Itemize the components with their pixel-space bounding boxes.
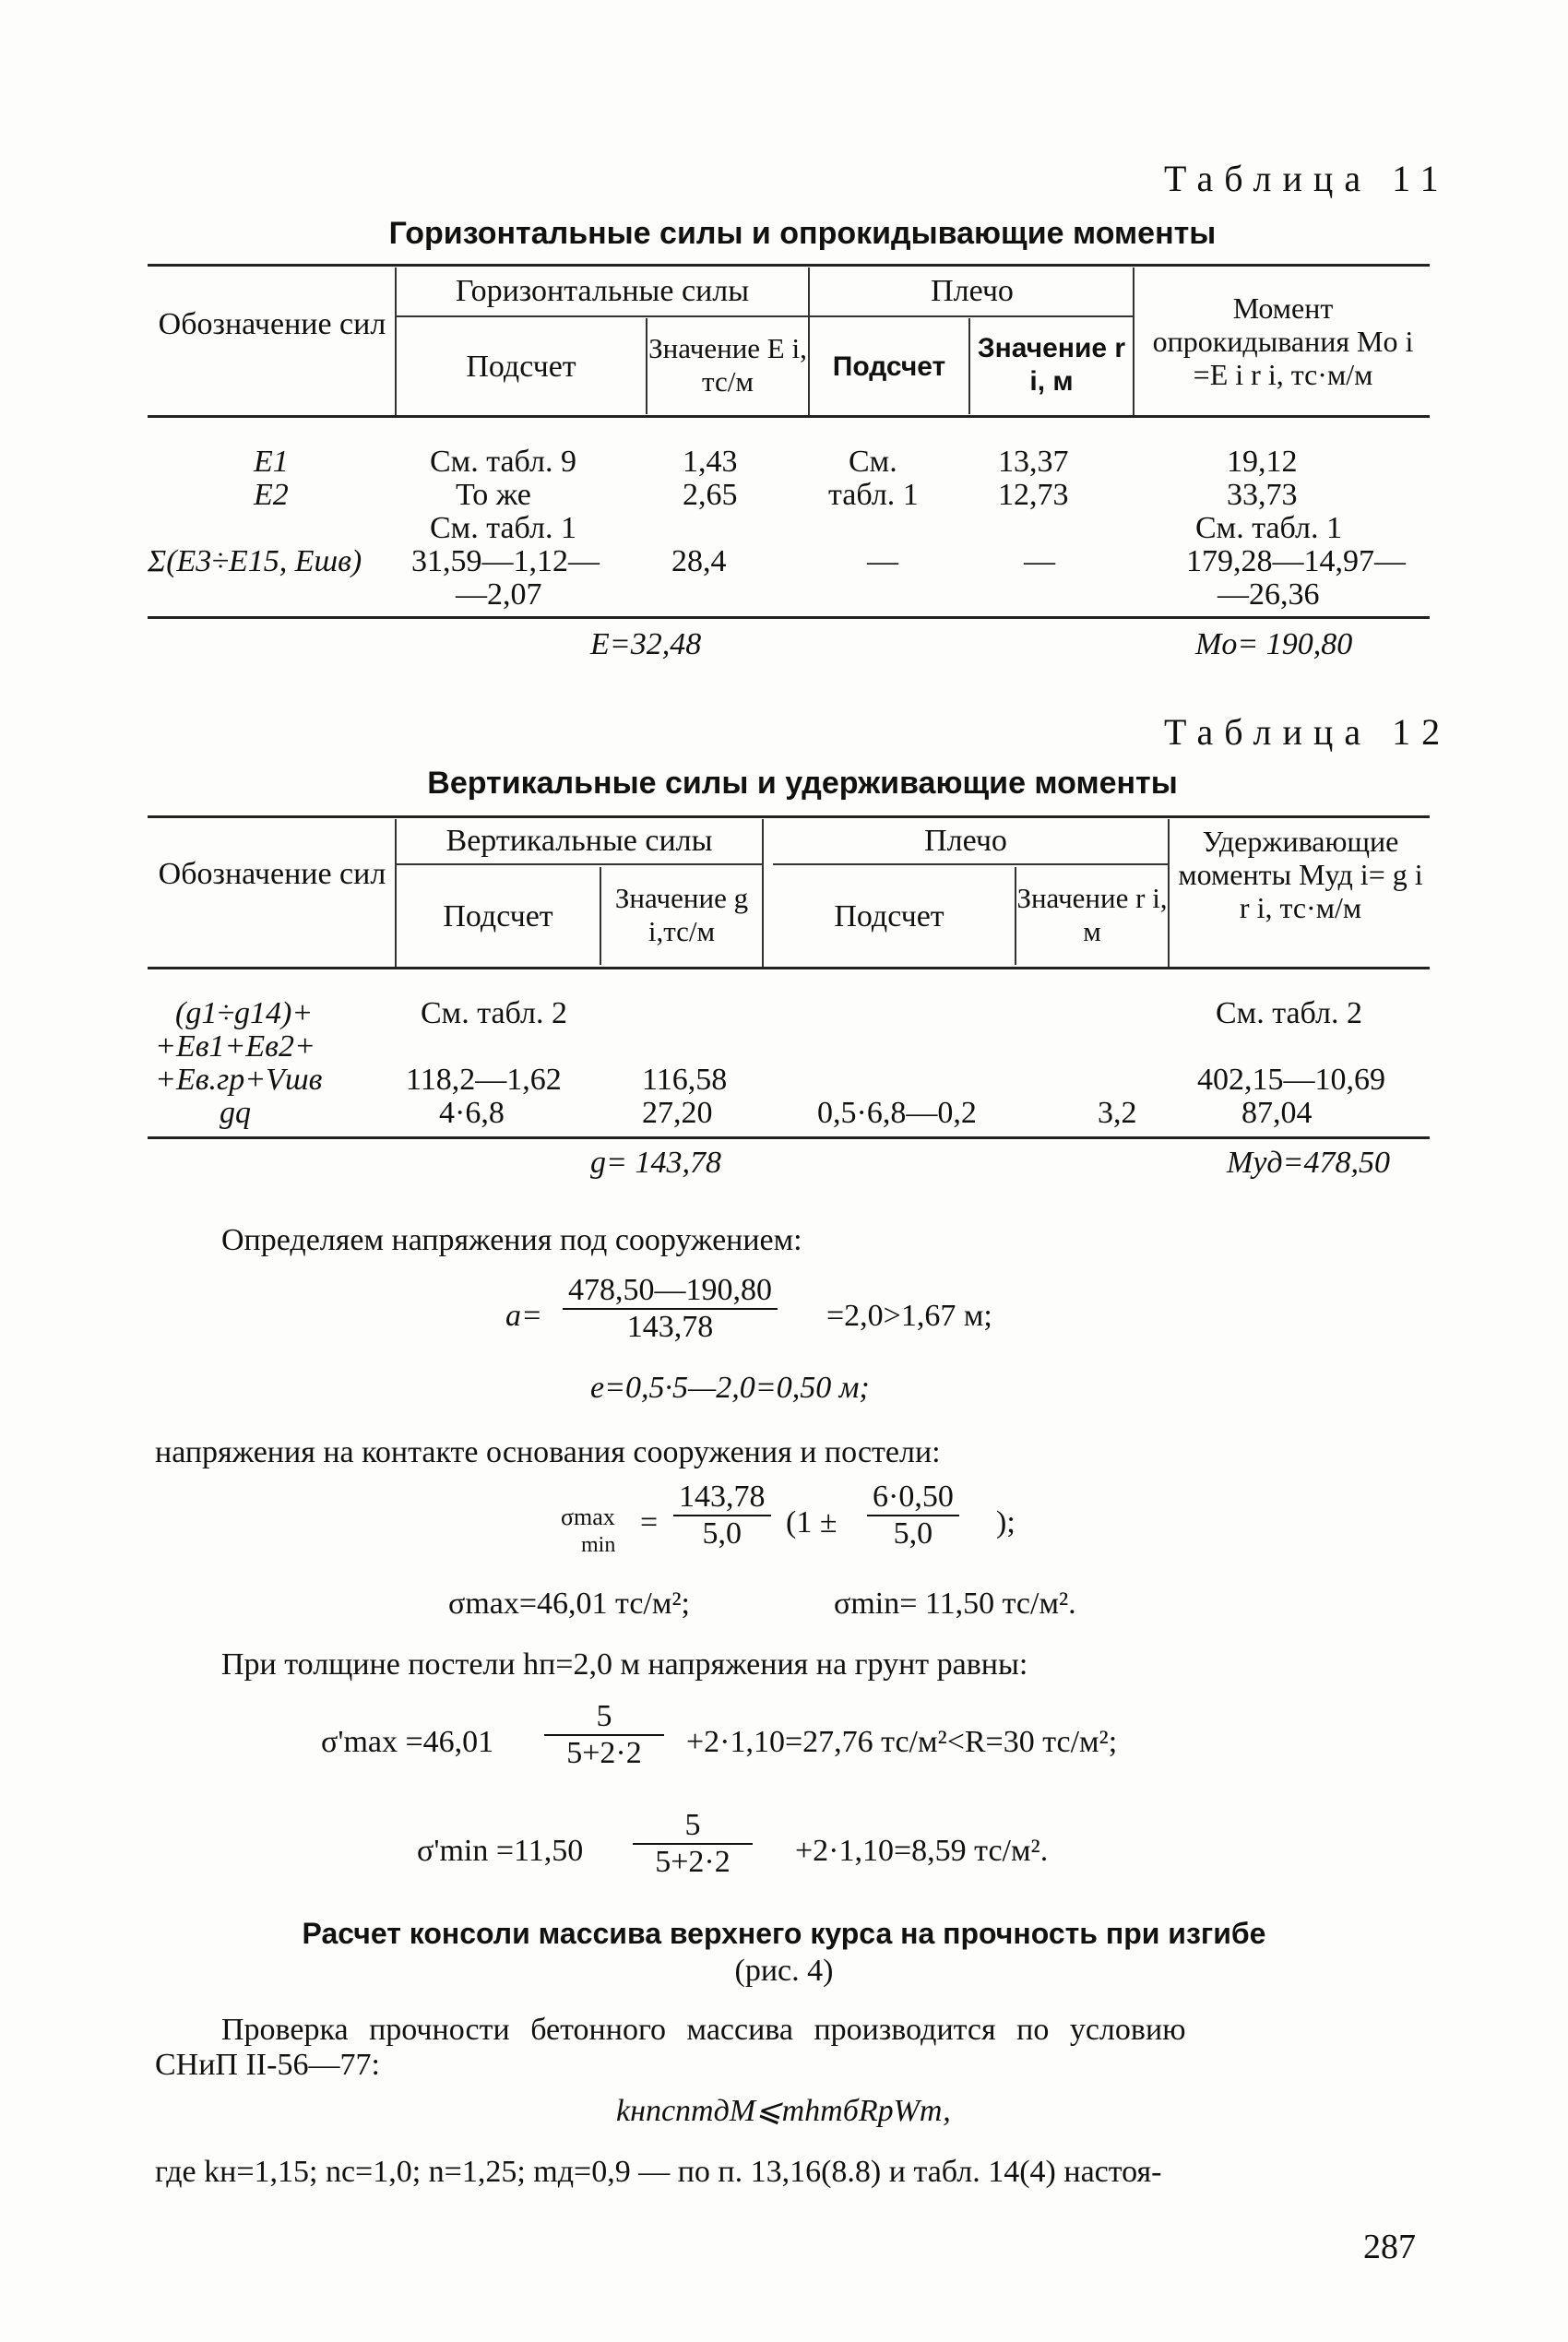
header-arm-calc: Подсчет	[834, 899, 944, 933]
row-value: 1,43	[683, 445, 738, 479]
row-moment: См. табл. 1	[1195, 511, 1342, 545]
row-arm-calc: 0,5·6,8—0,2	[817, 1096, 977, 1130]
table12-label: Таблица 12	[1164, 711, 1452, 753]
row-arm-calc: табл. 1	[828, 478, 919, 512]
header-moment: Удерживающие моменты Mуд i= g i r i, тс·м/м	[1178, 825, 1423, 924]
row-moment: —26,36	[1218, 577, 1320, 612]
row-calc: 118,2—1,62	[406, 1063, 562, 1097]
row-calc: 4·6,8	[439, 1096, 505, 1130]
row-value: 27,20	[642, 1096, 713, 1130]
header-arm-value: Значение r i, м	[977, 333, 1126, 397]
total-g: g= 143,78	[590, 1146, 721, 1180]
header-horizontal-forces: Горизонтальные силы	[455, 274, 750, 308]
row-name: Σ(E3÷E15, Eшв)	[148, 544, 362, 578]
total-moment: Mo= 190,80	[1195, 627, 1353, 661]
row-arm-value: —	[1024, 544, 1055, 578]
row-calc: —2,07	[456, 577, 542, 612]
total-moment: Mуд=478,50	[1227, 1146, 1390, 1180]
header-arm-value: Значение r i, м	[1016, 882, 1168, 947]
page: Таблица 11 Горизонтальные силы и опрокидывающие моменты Обозначение сил Горизонтальные силы Подсчет Значение E i, тс/м Плечо Подсчет Значение r i, м Момент опрокидывания Mo i =E i r i, тс·м/м E1 См. табл. 9 1,43 См. 13,37 19,12 E2 То же 2,65 табл. 1 12,73 33,73 См. табл. 1 См. табл. 1 Σ(E3÷E15, Eшв) 31,59—1,12— 28,4 — — 179,28—14,97— —2,07 —26,36 E=32,48 Mo= 190,80 Таблица 12 Вертикальные силы и удерживающие моменты Обозначение сил Вертикальные силы Подсчет Значение g i,тс/м Плечо Подсчет Значение r i, м Удерживающие моменты Mуд i= g i r i, тс·м/м (g1÷g14)+ См. табл. 2 См. табл. 2 +Eв1+Eв2+ +Eв.гр+Vшв 118,2—1,62 116,58 402,15—10,69 gq 4·6,8 27,20 0,5·6,8—0,2 3,2 87,04 g= 143,78 Mуд=478,50 Определяем напряжения под сооружением: a= $\frac{478,50—190,80}{143,78}$ =2,0>1,67 м; e=0,5·5—2,0=0,50 м; напряжения на контакте основания сооружения и постели: σmax min = $\frac{143,78}{5,0}$ (1 ± $\frac{6\cdot 0,50}{5,0}$ ); σmax=46,01 тс/м²; σmin= 11,50 тс/м². При толщине постели hп=2,0 м напряжения на грунт равны: σ'max =46,01 $\frac{5}{5+2\cdot 2}$ +2·1,10=27,76 тс/м²<R=30 тс/м²; σ'min =11,50 $\frac{5}{5+2\cdot 2}$ +2·1,10=8,59 тс/м². Расчет консоли массива верхнего курса на прочность при изгибе (рис. 4) Проверка прочности бетонного массива производится по условию СНиП II-56—77: kнnсnmдM⩽mhmбRрWт, где kн=1,15; nс=1,0; n=1,25; mд=0,9 — по п. 13,16(8.8) и табл. 14(4) настоя- 287	[0, 0, 1568, 2342]
header-calc: Подсчет	[443, 899, 553, 933]
row-calc: См. табл. 2	[421, 996, 567, 1030]
header-designation: Обозначение сил	[158, 857, 386, 891]
header-vertical-forces: Вертикальные силы	[445, 824, 713, 858]
row-moment: 402,15—10,69	[1197, 1063, 1385, 1097]
header-value-e: Значение E i, тс/м	[648, 332, 807, 398]
row-moment: 33,73	[1227, 478, 1298, 512]
sigma-min-result: σmin= 11,50 тс/м².	[834, 1587, 1076, 1621]
paragraph-1: Определяем напряжения под сооружением:	[221, 1223, 802, 1257]
row-value: 2,65	[683, 478, 738, 512]
sigma-max-result: σmax=46,01 тс/м²;	[448, 1587, 691, 1621]
row-value: 116,58	[642, 1063, 728, 1097]
row-name: E1	[254, 445, 289, 479]
row-arm-value: 3,2	[1098, 1096, 1137, 1130]
header-arm-calc: Подсчет	[832, 351, 946, 382]
page-number: 287	[1363, 2228, 1416, 2266]
row-name: +Eв1+Eв2+	[155, 1029, 315, 1064]
row-name: +Eв.гр+Vшв	[155, 1063, 323, 1097]
row-moment: 179,28—14,97—	[1186, 544, 1406, 578]
header-arm: Плечо	[924, 824, 1007, 858]
row-arm-value: 13,37	[998, 445, 1069, 479]
formula-e: e=0,5·5—2,0=0,50 м;	[590, 1371, 870, 1405]
section-subtitle: (рис. 4)	[734, 1954, 834, 1988]
paragraph-2: напряжения на контакте основания сооружения и постели:	[155, 1435, 941, 1469]
header-moment: Момент опрокидывания Mo i =E i r i, тс·м/м	[1152, 291, 1414, 391]
row-name: (g1÷g14)+	[175, 996, 314, 1030]
header-arm: Плечо	[931, 274, 1014, 308]
row-calc: То же	[456, 478, 531, 512]
strength-condition: kнnсnmдM⩽mhmбRрWт,	[616, 2094, 951, 2128]
table12-title: Вертикальные силы и удерживающие моменты	[427, 766, 1178, 801]
section-title: Расчет консоли массива верхнего курса на прочность при изгибе	[302, 1917, 1266, 1950]
row-name: gq	[220, 1096, 251, 1130]
table11-title: Горизонтальные силы и опрокидывающие моменты	[388, 216, 1217, 251]
row-arm-calc: См.	[849, 445, 897, 479]
header-calc: Подсчет	[466, 350, 576, 384]
row-moment: См. табл. 2	[1216, 996, 1362, 1030]
row-calc: См. табл. 9	[430, 445, 576, 479]
header-value-g: Значение g i,тс/м	[614, 882, 749, 947]
total-e: E=32,48	[590, 627, 702, 661]
table11-label: Таблица 11	[1164, 158, 1450, 199]
row-calc: См. табл. 1	[430, 511, 576, 545]
row-calc: 31,59—1,12—	[411, 544, 600, 578]
row-arm-value: 12,73	[998, 478, 1069, 512]
row-value: 28,4	[671, 544, 727, 578]
paragraph-3: При толщине постели hп=2,0 м напряжения на грунт равны:	[221, 1647, 1028, 1682]
row-moment: 87,04	[1241, 1096, 1313, 1130]
paragraph-4a: Проверка прочности бетонного массива производится по условию	[221, 2013, 1186, 2047]
row-arm-calc: —	[867, 544, 898, 578]
paragraph-5: где kн=1,15; nс=1,0; n=1,25; mд=0,9 — по п. 13,16(8.8) и табл. 14(4) настоя-	[155, 2155, 1162, 2189]
paragraph-4b: СНиП II-56—77:	[155, 2048, 380, 2082]
header-designation: Обозначение сил	[158, 307, 386, 341]
row-moment: 19,12	[1227, 445, 1298, 479]
row-name: E2	[254, 478, 289, 512]
